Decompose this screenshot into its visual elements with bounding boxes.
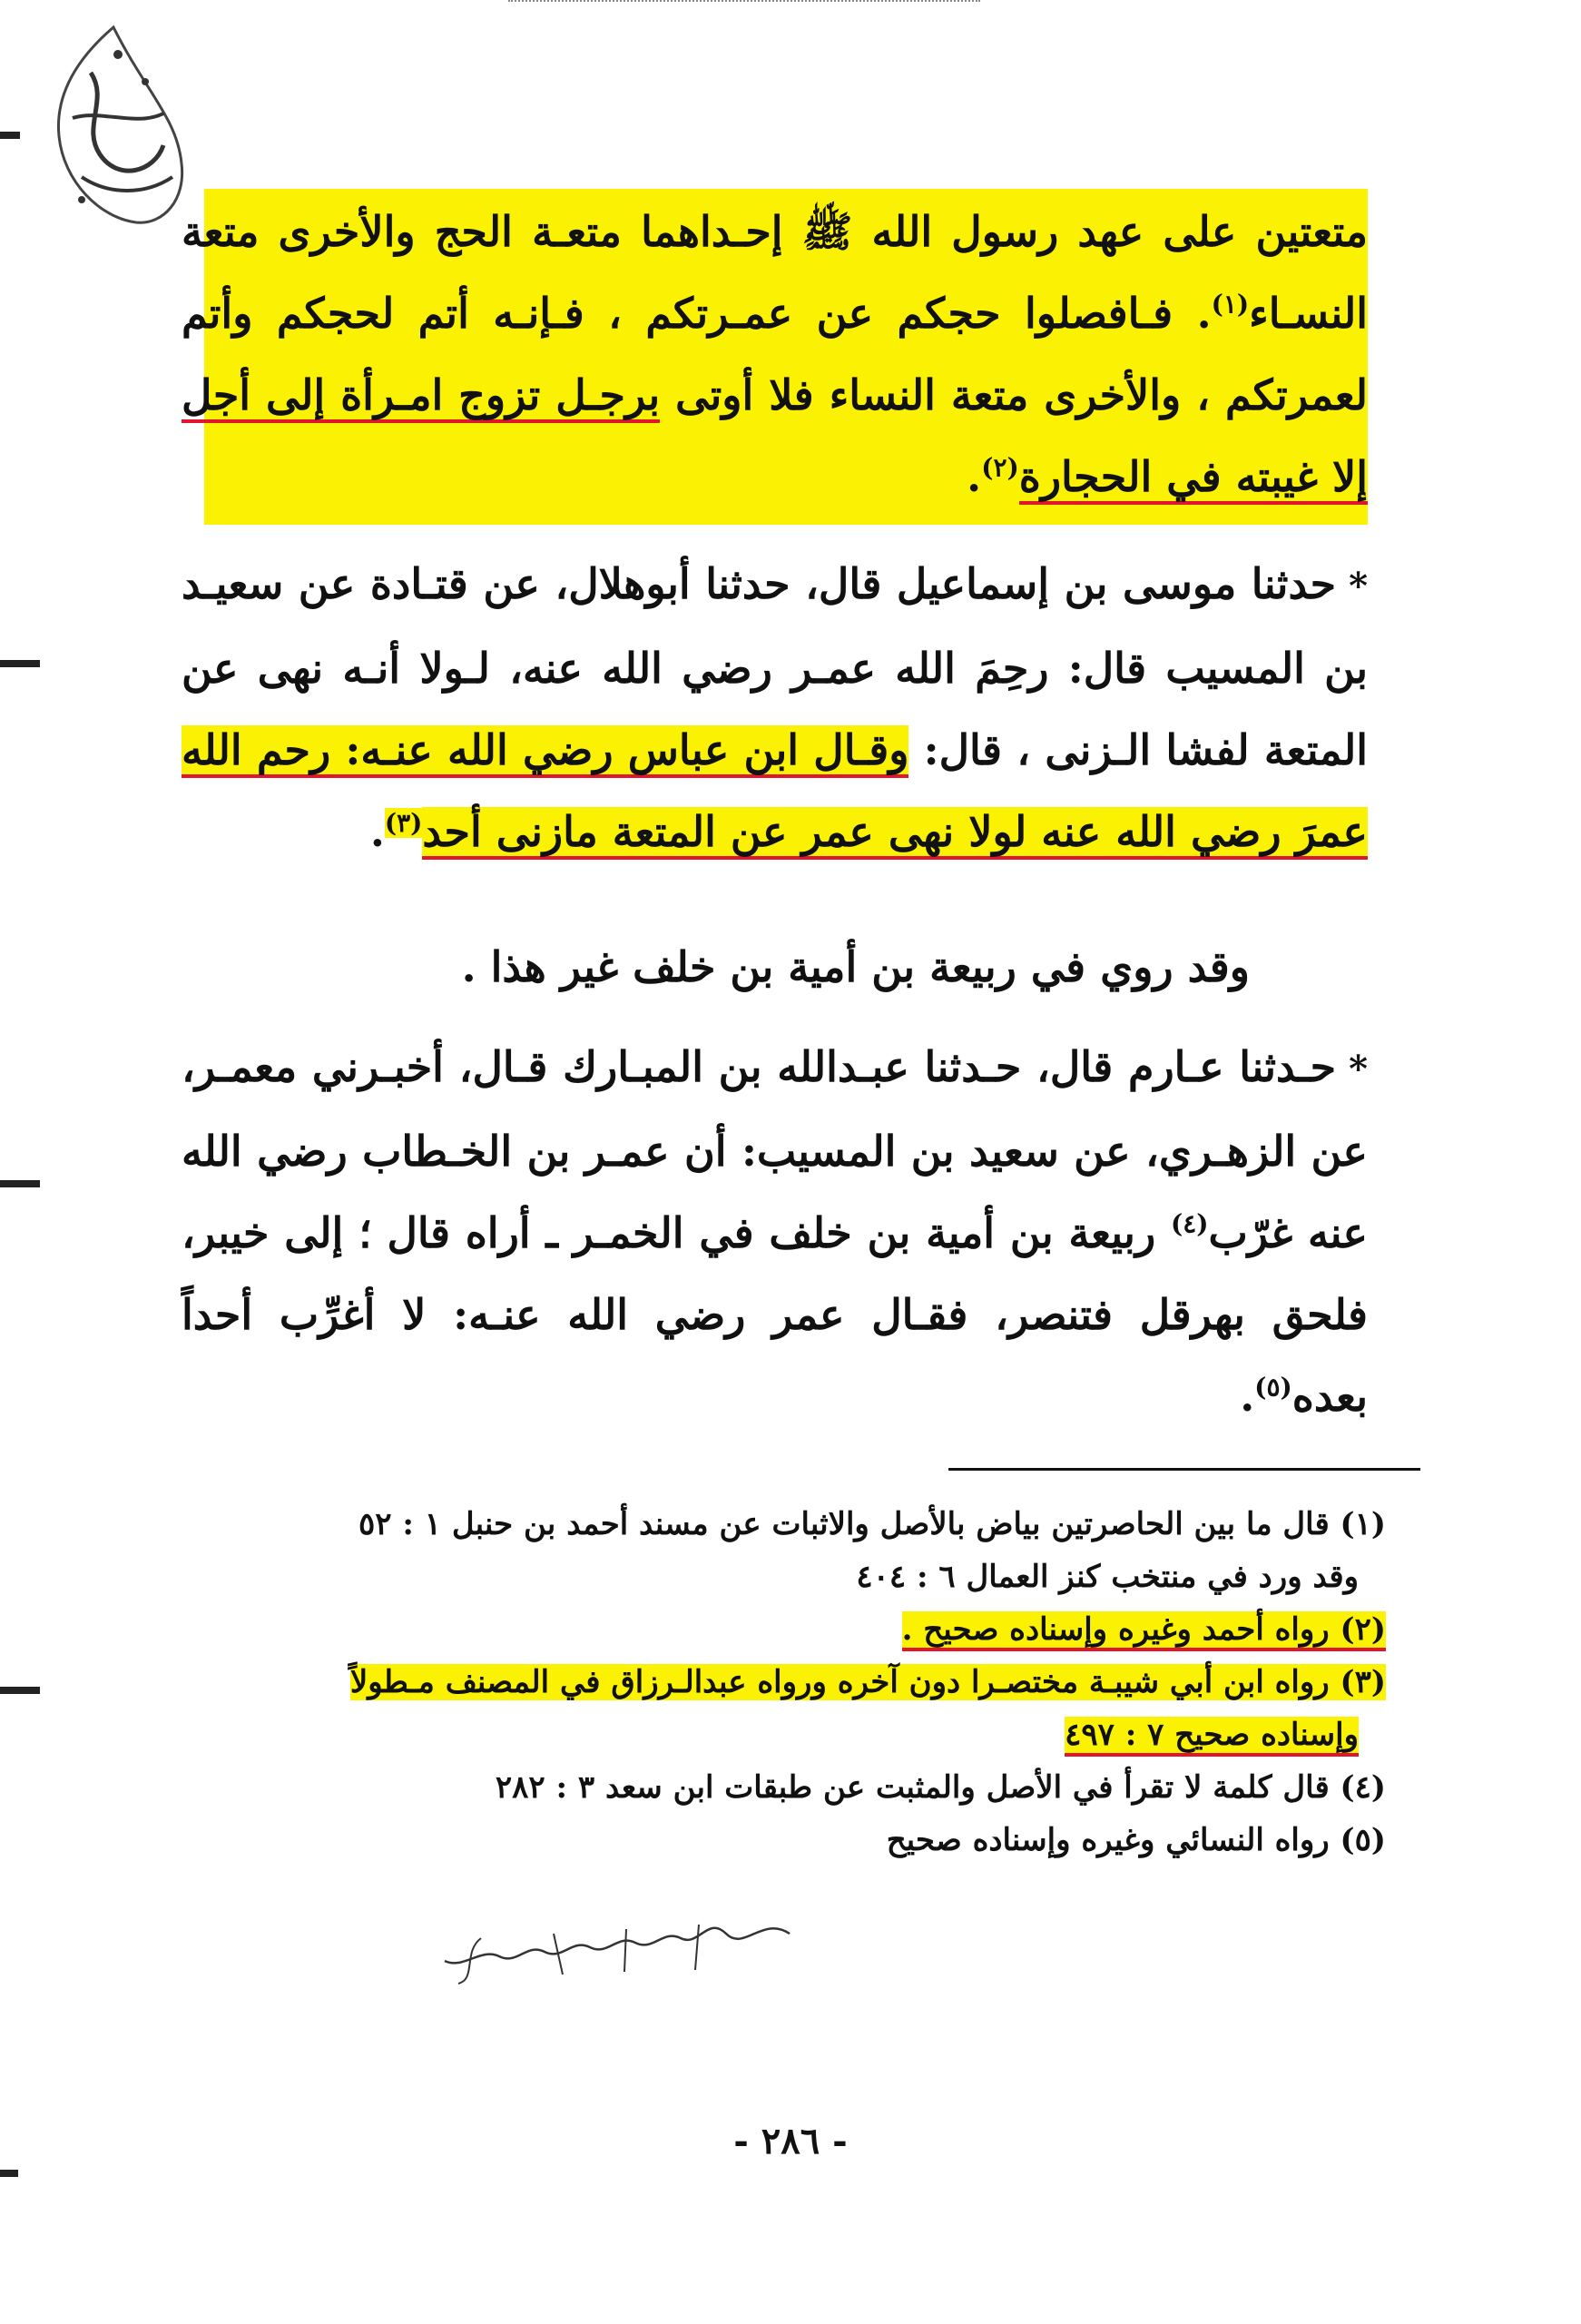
footnote-ref-3: (٣) [384, 807, 423, 838]
margin-mark [0, 1687, 40, 1694]
footnote-ref-5: (٥) [1254, 1372, 1292, 1403]
paragraph-1-text-b: . فـافصلوا حجكم عن عمـرتكم ، فـإنـه أتم لحجكم وأتم لعمرتكم ، والأخرى متعة النساء فلا أوتى [182, 289, 1369, 419]
footnote-5: (٥) رواه النسائي وغيره وإسناده صحيح [886, 1822, 1386, 1858]
paragraph-4 [182, 1026, 1368, 1437]
footnote-divider [948, 1468, 1420, 1471]
footnote-2 [209, 1603, 1386, 1656]
highlighted-quote: وقـال ابن عباس رضي الله عنـه: رحم الله عمرَ رضي الله عنه لولا نهى عمر عن المتعة مازنى أحد [182, 725, 1368, 860]
period: . [967, 452, 982, 501]
paragraph-4-text-a: حـدثنا عـارم قال، حـدثنا عبـدالله بن المبـارك قـال، أخبـرني معمـر، عن الزهـري، عن سعيد بن المسيب: أن عمـر بن الخـطاب رضي الله عنه غرّب [182, 1042, 1368, 1257]
footnote-4: (٤) قال كلمة لا تقرأ في الأصل والمثبت عن طبقات ابن سعد ٣ : ٢٨٢ [495, 1769, 1386, 1806]
star-icon: * [1349, 1048, 1368, 1090]
margin-mark [0, 132, 20, 139]
top-edge-line [508, 0, 980, 7]
calligraphy-logo [27, 18, 200, 236]
paragraph-3 [182, 926, 1250, 1008]
footnote-3-cont [209, 1709, 1386, 1761]
footnote-ref-1: (١) [1211, 289, 1250, 320]
paragraph-2-text: حدثنا موسى بن إسماعيل قال، حدثنا أبوهلال، عن قتـادة عن سعيـد بن المسيب قال: رحِمَ الله عمـر رضي الله عنه، لـولا أنـه نهى عن المتعة لفشا الـزنى ، قال: [182, 559, 1369, 774]
footnotes [209, 1498, 1386, 1866]
footnote-3-cont-text: وإسناده صحيح ٧ : ٤٩٧ [1065, 1717, 1359, 1757]
footnote-ref-4: (٤) [1170, 1208, 1209, 1239]
period: . [369, 807, 385, 856]
paragraph-4-text-b: ربيعة بن أمية بن خلف في الخمـر ـ أراه قال ؛ إلى خيبر، فلحق بهرقل فتنصر، فقـال عمر رضي الله عنـه: لا أغرِّب أحداً بعده [182, 1208, 1368, 1421]
paragraph-1 [182, 191, 1368, 517]
margin-mark [0, 2170, 18, 2177]
footnote-1: (١) قال ما بين الحاصرتين بياض بالأصل والاثبات عن مسند أحمد بن حنبل ١ : ٥٢ [358, 1506, 1386, 1542]
footnote-ref-2: (٢) [981, 452, 1019, 483]
margin-mark [0, 660, 40, 667]
footnote-2-text: (٢) رواه أحمد وغيره وإسناده صحيح . [902, 1611, 1386, 1651]
handwritten-signature [427, 1906, 808, 1988]
footnote-3-text: (٣) رواه ابن أبي شيبـة مختصـرا دون آخره ورواه عبدالـرزاق في المصنف مـطولاً [349, 1664, 1386, 1700]
footnote-3 [209, 1656, 1386, 1709]
paragraph-3-text: وقد روي في ربيعة بن أمية بن خلف غير هذا . [461, 942, 1250, 991]
period: . [1240, 1372, 1255, 1421]
page-number: - ٢٨٦ - [733, 2120, 848, 2162]
paragraph-2 [182, 543, 1368, 872]
paragraph-1-text-a: متعتين على عهد رسول الله ﷺ إحـداهما متعـة الحج والأخرى متعة النسـاء [182, 207, 1368, 338]
underlined-quote: برجـل تزوج امـرأة إلى أجل إلا غيبته في الحجارة [182, 370, 1368, 505]
margin-mark [0, 1180, 40, 1187]
footnote-1-cont: وقد ورد في منتخب كنز العمال ٦ : ٤٠٤ [856, 1559, 1359, 1595]
star-icon: * [1349, 565, 1368, 607]
